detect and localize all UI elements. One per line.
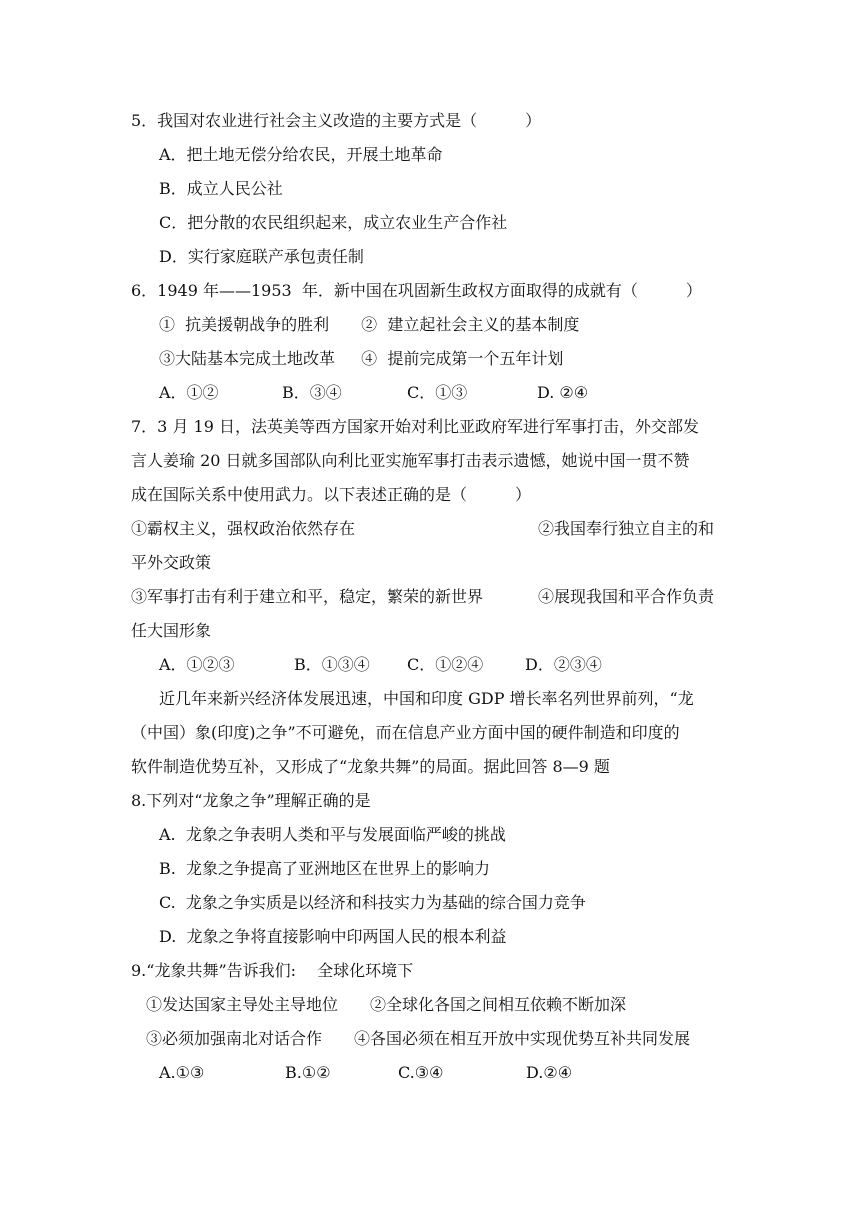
q9-option-a: A.①③ <box>159 1063 205 1082</box>
q5-option-c: C．把分散的农民组织起来，成立农业生产合作社 <box>159 213 508 232</box>
q5-stem: 5．我国对农业进行社会主义改造的主要方式是（ ） <box>131 111 542 130</box>
q6-option-b: B．③④ <box>282 383 342 402</box>
q7-option-b: B．①③④ <box>294 655 370 674</box>
q7-stem-line-1: 7．3 月 19 日，法英美等西方国家开始对利比亚政府军进行军事打击，外交部发 <box>131 417 699 436</box>
q9-option-c: C.③④ <box>398 1063 444 1082</box>
q6-option-c: C．①③ <box>407 383 468 402</box>
q7-option-c: C．①②④ <box>407 655 484 674</box>
q7-statement-3: ③军事打击有利于建立和平，稳定，繁荣的新世界 <box>131 587 484 606</box>
q5-option-b: B．成立人民公社 <box>159 179 283 198</box>
q8-stem: 8.下列对“龙象之争”理解正确的是 <box>131 791 371 810</box>
q6-option-d: D. ②④ <box>537 383 589 402</box>
q8-option-b: B. 龙象之争提高了亚洲地区在世界上的影响力 <box>159 859 491 878</box>
passage-line-1: 近几年来新兴经济体发展迅速，中国和印度 GDP 增长率名列世界前列，“龙 <box>159 689 694 708</box>
passage-line-3: 软件制造优势互补，又形成了“龙象共舞”的局面。据此回答 8—9 题 <box>131 757 610 776</box>
q7-statement-1: ①霸权主义，强权政治依然存在 <box>131 519 356 538</box>
q9-stem: 9.“龙象共舞”告诉我们: 全球化环境下 <box>131 961 414 980</box>
q6-option-a: A．①② <box>159 383 219 402</box>
q6-statement-1: ① 抗美援朝战争的胜利 ② 建立起社会主义的基本制度 <box>159 315 580 334</box>
q6-statement-2: ③大陆基本完成土地改革 ④ 提前完成第一个五年计划 <box>159 349 564 368</box>
q8-option-d: D. 龙象之争将直接影响中印两国人民的根本利益 <box>159 927 507 946</box>
q8-option-c: C. 龙象之争实质是以经济和科技实力为基础的综合国力竞争 <box>159 893 586 912</box>
q7-statement-4: ④展现我国和平合作负责 <box>538 587 715 606</box>
q7-statement-4-cont: 任大国形象 <box>131 621 212 640</box>
q7-stem-line-2: 言人姜瑜 20 日就多国部队向利比亚实施军事打击表示遗憾，她说中国一贯不赞 <box>131 451 690 470</box>
q9-option-b: B.①② <box>285 1063 331 1082</box>
q7-option-a: A．①②③ <box>159 655 235 674</box>
q7-statement-2-cont: 平外交政策 <box>131 553 212 572</box>
q7-stem-line-3: 成在国际关系中使用武力。以下表述正确的是（ ） <box>131 485 532 504</box>
q9-option-d: D.②④ <box>526 1063 573 1082</box>
q9-statement-1: ①发达国家主导处主导地位 ②全球化各国之间相互依赖不断加深 <box>146 995 627 1014</box>
q7-option-d: D．②③④ <box>525 655 602 674</box>
q6-stem: 6．1949 年——1953 年．新中国在巩固新生政权方面取得的成就有（ ） <box>131 281 702 300</box>
q8-option-a: A. 龙象之争表明人类和平与发展面临严峻的挑战 <box>159 825 506 844</box>
q7-statement-2: ②我国奉行独立自主的和 <box>538 519 715 538</box>
q9-options <box>159 1063 573 1183</box>
q5-option-a: A．把土地无偿分给农民，开展土地革命 <box>159 145 443 164</box>
passage-line-2: （中国）象(印度)之争”不可避免，而在信息产业方面中国的硬件制造和印度的 <box>131 723 680 742</box>
q9-statement-2: ③必须加强南北对话合作 ④各国必须在相互开放中实现优势互补共同发展 <box>146 1029 691 1048</box>
q5-option-d: D．实行家庭联产承包责任制 <box>159 247 364 266</box>
